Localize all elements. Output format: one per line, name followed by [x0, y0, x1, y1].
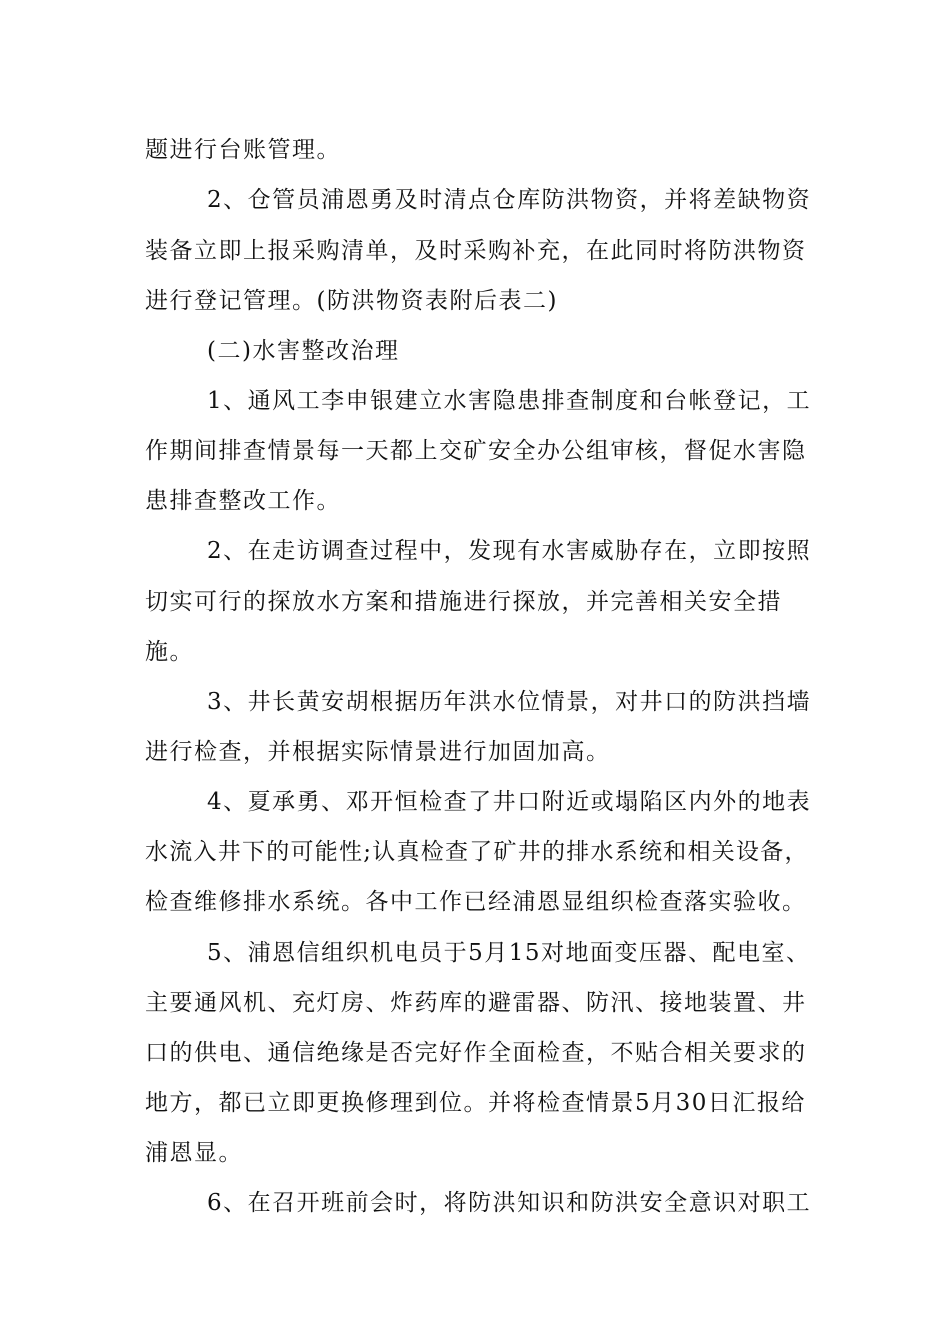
text-line: 2、在走访调查过程中，发现有水害威胁存在，立即按照: [207, 538, 812, 564]
text-line: 3、井长黄安胡根据历年洪水位情景，对井口的防洪挡墙: [207, 689, 812, 715]
text-line: 进行检查，并根据实际情景进行加固加高。: [145, 739, 611, 765]
text-line: 进行登记管理。(防洪物资表附后表二): [145, 288, 558, 314]
text-line: 切实可行的探放水方案和措施进行探放，并完善相关安全措: [145, 589, 782, 615]
text-line: 1、通风工李申银建立水害隐患排查制度和台帐登记，工: [207, 388, 812, 414]
text-line: 题进行台账管理。: [145, 137, 341, 163]
text-line: 作期间排查情景每一天都上交矿安全办公组审核，督促水害隐: [145, 438, 807, 464]
text-line: 2、仓管员浦恩勇及时清点仓库防洪物资，并将差缺物资: [207, 187, 812, 213]
text-line: 6、在召开班前会时，将防洪知识和防洪安全意识对职工: [207, 1190, 812, 1216]
text-line: 检查维修排水系统。各中工作已经浦恩显组织检查落实验收。: [145, 889, 807, 915]
text-line: 主要通风机、充灯房、炸药库的避雷器、防汛、接地装置、井: [145, 990, 807, 1016]
text-line: 地方，都已立即更换修理到位。并将检查情景5月30日汇报给: [145, 1090, 806, 1116]
text-line: 施。: [145, 639, 194, 665]
section-heading: (二)水害整改治理: [207, 338, 400, 364]
text-line: 4、夏承勇、邓开恒检查了井口附近或塌陷区内外的地表: [207, 789, 812, 815]
text-line: 水流入井下的可能性;认真检查了矿井的排水系统和相关设备，: [145, 839, 809, 865]
text-line: 装备立即上报采购清单，及时采购补充，在此同时将防洪物资: [145, 238, 807, 264]
text-line: 口的供电、通信绝缘是否完好作全面检查，不贴合相关要求的: [145, 1040, 807, 1066]
text-line: 浦恩显。: [145, 1140, 243, 1166]
text-line: 5、浦恩信组织机电员于5月15对地面变压器、配电室、: [207, 940, 811, 966]
text-line: 患排查整改工作。: [145, 488, 341, 514]
